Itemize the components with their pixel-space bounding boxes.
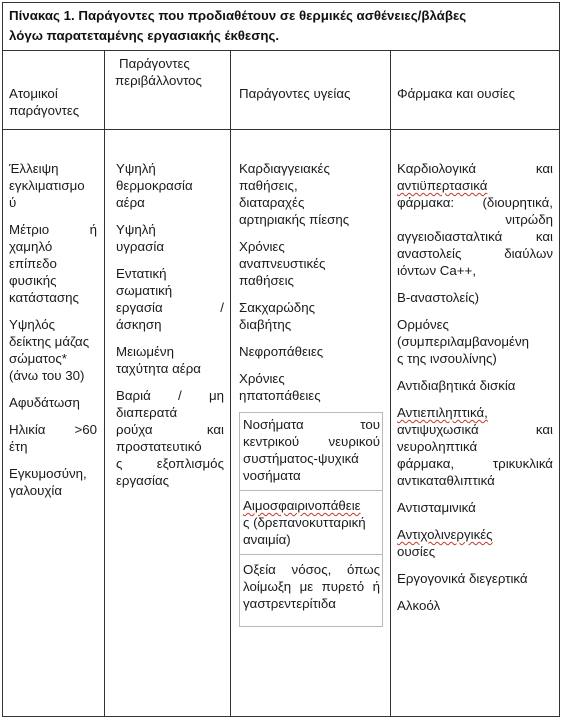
table-title <box>9 6 557 46</box>
list-item: Χρόνιες αναπνευστικές παθήσεις <box>239 239 326 288</box>
list-item: Νεφροπάθειες <box>239 344 324 359</box>
list-item: Ορμόνες (συμπεριλαμβανομένη ς της ινσουλίνης) <box>397 317 529 366</box>
list-item: Εργογονικά διεγερτικά <box>397 571 528 586</box>
header-environmental-factors: Παράγοντες περιβάλλοντος <box>115 56 202 88</box>
header-individual-factors: Ατομικοί παράγοντες <box>9 86 80 118</box>
list-item: Μειωμένη ταχύτητα αέρα <box>116 344 201 376</box>
title-line-1: Πίνακας 1. Παράγοντες που προδιαθέτουν σε θερμικές ασθένειες/βλάβες <box>9 8 467 23</box>
list-item: Αιμοσφαιρινοπάθειε ς (δρεπανοκυτταρική αναιμία) <box>243 498 366 547</box>
column-health-factors <box>239 160 383 627</box>
column-divider-3 <box>390 50 391 717</box>
header-drugs-substances: Φάρμακα και ουσίες <box>397 86 516 101</box>
list-item: Έλλειψη εγκλιματισμο ύ <box>9 161 85 210</box>
header-divider <box>2 129 560 130</box>
list-item: Αντιχολινεργικές ουσίες <box>397 527 493 559</box>
inner-divider <box>240 554 382 555</box>
list-item: Χρόνιες ηπατοπάθειες <box>239 371 321 403</box>
header-health-factors: Παράγοντες υγείας <box>239 86 351 101</box>
list-item: Καρδιολογικά και αντιϋπερτασικά φάρμακα: (διουρητικά, νιτρώδη αγγειοδιασταλτικά και αναστολείς διαύλων ιόντων Ca++, <box>397 161 553 278</box>
list-item: Αντιεπιληπτικά, αντιψυχωσικά και νευροληπτικά φάρμακα, τρικυκλικά αντικαταθλιπτικά <box>397 405 553 488</box>
list-item: Αφυδάτωση <box>9 395 80 410</box>
column-divider-2 <box>230 50 231 717</box>
list-item: Νοσήματα του κεντρικού νευρικού συστήματος-ψυχικά νοσήματα <box>243 417 380 483</box>
list-item: Ηλικία >60 έτη <box>9 422 97 454</box>
list-item: Βαριά / μη διαπερατά ρούχα και προστατευτικό ς εξοπλισμός εργασίας <box>116 388 224 488</box>
list-item: Μέτριο ή χαμηλό επίπεδο φυσικής κατάστασης <box>9 222 97 305</box>
list-item: Εγκυμοσύνη, γαλουχία <box>9 466 87 498</box>
list-item: Οξεία νόσος, όπως λοίμωξη με πυρετό ή γαστρεντερίτιδα <box>243 562 380 611</box>
list-item: Αλκοόλ <box>397 598 441 613</box>
list-item: Εντατική σωματική εργασία / άσκηση <box>116 266 224 332</box>
title-divider <box>2 50 560 51</box>
list-item: Καρδιαγγειακές παθήσεις, διαταραχές αρτηριακής πίεσης <box>239 161 350 227</box>
list-item: Υψηλή θερμοκρασία αέρα <box>116 161 193 210</box>
list-item: Αντισταμινικά <box>397 500 476 515</box>
list-item: Αντιδιαβητικά δισκία <box>397 378 516 393</box>
list-item: Β-αναστολείς) <box>397 290 480 305</box>
column-divider-1 <box>104 50 105 717</box>
list-item: Υψηλός δείκτης μάζας σώματος* (άνω του 30) <box>9 317 90 383</box>
inner-divider <box>240 490 382 491</box>
list-item: Υψηλή υγρασία <box>116 222 165 254</box>
column-drugs-substances <box>397 160 553 624</box>
inner-bordered-box <box>239 412 383 627</box>
column-environmental-factors <box>116 160 224 499</box>
column-individual-factors <box>9 160 97 509</box>
list-item: Σακχαρώδης διαβήτης <box>239 300 316 332</box>
title-line-2: λόγω παρατεταμένης εργασιακής έκθεσης. <box>9 28 280 43</box>
